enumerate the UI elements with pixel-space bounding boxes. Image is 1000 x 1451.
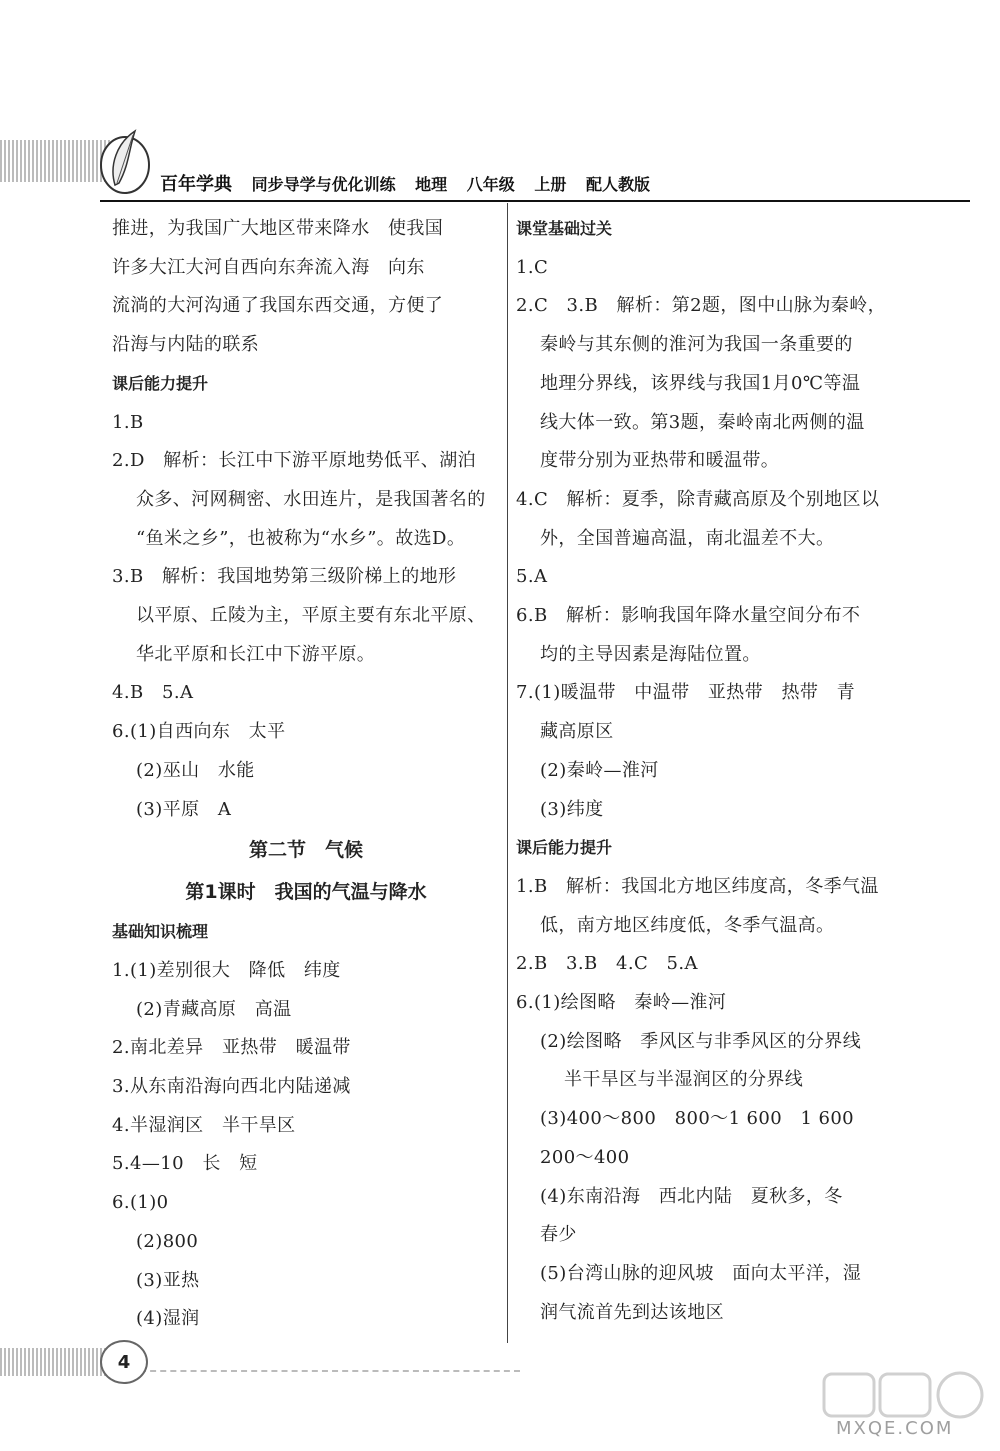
answer-line: (5)台湾山脉的迎风坡 面向太平洋，湿 [540,1262,862,1284]
answer-line: 沿海与内陆的联系 [112,334,260,356]
answer-line: (2)青藏高原 高温 [136,998,292,1020]
answer-line: 7.(1)暖温带 中温带 亚热带 热带 青 [516,682,856,704]
header-volume: 上册 [534,175,567,194]
section-heading: 课堂基础过关 [516,219,613,238]
answer-line: 许多大江大河自西向东奔流入海 向东 [112,256,425,278]
answer-line: 1.B 解析：我国北方地区纬度高，冬季气温 [516,875,879,897]
column-divider [507,203,508,1343]
answer-line: 3.从东南沿海向西北内陆递减 [112,1076,351,1098]
answer-line: 众多、河网稠密、水田连片，是我国著名的 [136,488,486,510]
answer-line: 2.B 3.B 4.C 5.A [516,953,698,975]
answer-line: (3)纬度 [540,798,604,820]
section-heading: 课后能力提升 [112,373,209,393]
answer-line: 地理分界线，该界线与我国1月0℃等温 [540,372,861,394]
answer-line: 4.半湿润区 半干旱区 [112,1114,296,1136]
footer-decoration-band [0,1348,110,1376]
answer-line: 200～400 [540,1146,630,1168]
answer-line: (4)东南沿海 西北内陆 夏秋多，冬 [540,1185,843,1207]
watermark-text: MXQE.COM [836,1418,954,1439]
answer-line: 1.B [112,411,144,433]
header-subject: 地理 [415,175,448,194]
answer-line: 6.(1)绘图略 秦岭—淮河 [516,992,727,1014]
header-grade: 八年级 [466,175,515,194]
header-series: 同步导学与优化训练 [251,175,396,194]
answer-line: (2)秦岭—淮河 [540,759,659,781]
answer-line: 2.南北差异 亚热带 暖温带 [112,1037,351,1059]
answer-line: 推进，为我国广大地区带来降水 使我国 [112,218,444,239]
answer-line: 藏高原区 [540,721,614,743]
answer-line: (3)亚热 [136,1269,200,1291]
section-heading: 课后能力提升 [516,838,613,858]
answer-line: 流淌的大河沟通了我国东西交通，方便了 [112,295,444,317]
footer-dashed-rule [140,1370,520,1372]
running-header [160,170,980,196]
answer-line: (2)巫山 水能 [136,759,255,781]
answer-line: 华北平原和长江中下游平原。 [136,643,376,665]
answer-line: 2.C 3.B 解析：第2题，图中山脉为秦岭， [516,295,886,317]
header-edition: 配人教版 [585,175,650,194]
answer-line: (4)湿润 [136,1308,200,1330]
answer-line: 春少 [540,1224,577,1246]
left-column [112,210,500,1339]
answer-line: (2)800 [136,1230,199,1252]
answer-line: 秦岭与其东侧的淮河为我国一条重要的 [540,334,853,356]
header-rule [100,200,970,202]
answer-line: 6.(1)自西向东 太平 [112,721,286,743]
page-number: 4 [100,1340,148,1384]
answer-line: 1.(1)差别很大 降低 纬度 [112,959,341,981]
answer-line: (3)400～800 800～1 600 1 600 [540,1108,855,1130]
answer-line: 3.B 解析：我国地势第三级阶梯上的地形 [112,566,457,588]
answer-line: 均的主导因素是海陆位置。 [540,643,761,665]
answer-line: 2.D 解析：长江中下游平原地势低平、湖泊 [112,450,477,472]
answer-line: 以平原、丘陵为主，平原主要有东北平原、 [136,605,486,627]
answer-line: 4.B 5.A [112,682,194,704]
chapter-title: 第二节 气候 [248,839,363,862]
answer-line: “鱼米之乡”，也被称为“水乡”。故选D。 [136,527,466,549]
answer-line: 6.(1)0 [112,1192,169,1214]
answer-line: 5.4—10 长 短 [112,1153,258,1175]
answer-line: 线大体一致。第3题，秦岭南北两侧的温 [540,411,865,433]
book-brand: 百年学典 [160,174,232,195]
answer-line: 1.C [516,256,549,278]
answer-line: 度带分别为亚热带和暖温带。 [540,450,780,472]
answer-line: (3)平原 A [136,798,232,820]
section-heading: 基础知识梳理 [112,922,209,942]
answer-line: 润气流首先到达该地区 [540,1301,724,1323]
right-column [516,210,896,1332]
chapter-title: 第1课时 我国的气温与降水 [185,881,427,904]
answer-line: 半干旱区与半湿润区的分界线 [564,1069,804,1091]
answer-line: (2)绘图略 季风区与非季风区的分界线 [540,1030,862,1052]
answer-line: 4.C 解析：夏季，除青藏高原及个别地区以 [516,488,880,510]
answer-line: 外，全国普遍高温，南北温差不大。 [540,527,835,549]
answer-line: 6.B 解析：影响我国年降水量空间分布不 [516,605,861,627]
quill-pen-icon [95,125,155,197]
answer-line: 5.A [516,566,548,588]
answer-line: 低，南方地区纬度低，冬季气温高。 [540,914,835,936]
